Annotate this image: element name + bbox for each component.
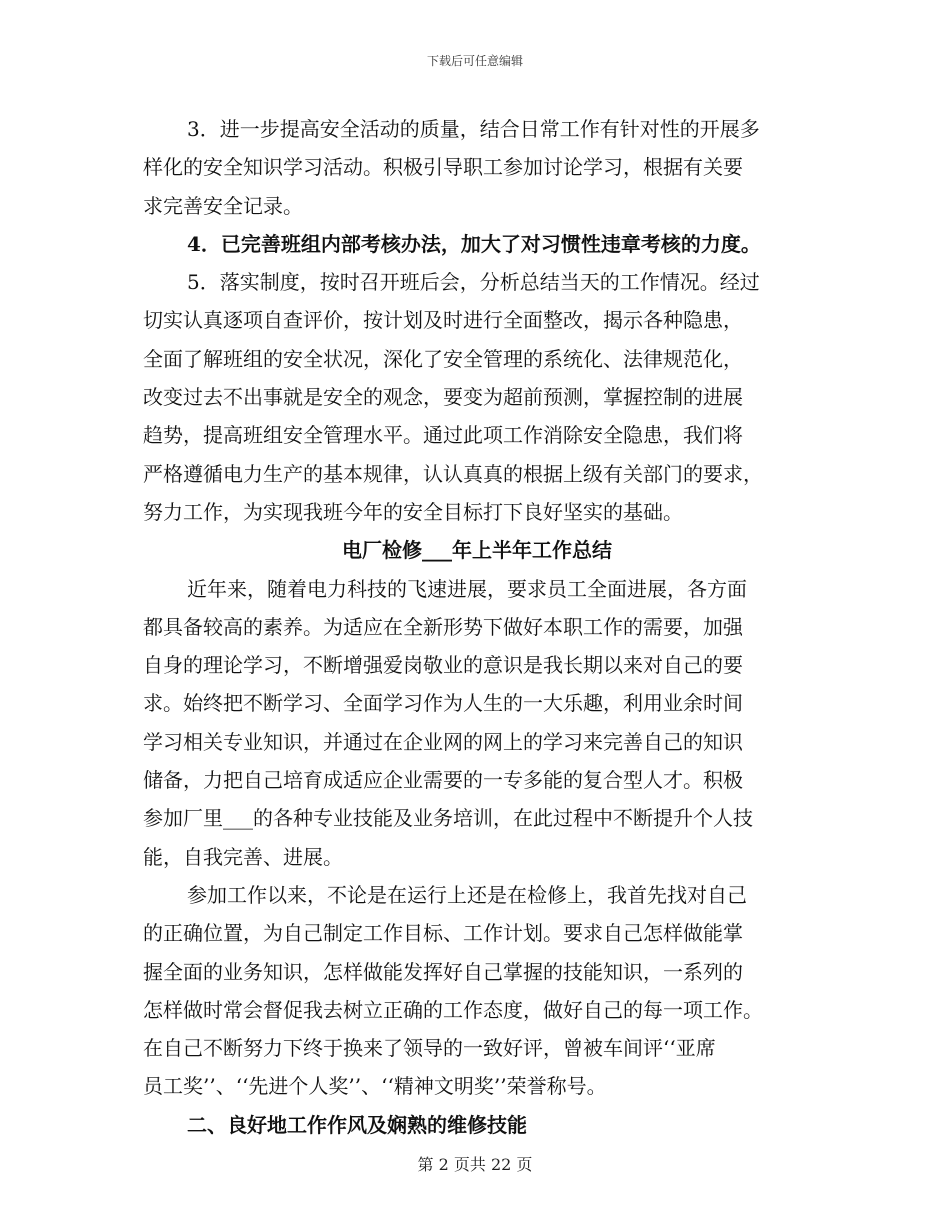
paragraph-line: 储备，力把自己培育成适应企业需要的一专多能的复合型人才。积极 — [143, 768, 743, 793]
paragraph-item-3-line: 样化的安全知识学习活动。积极引导职工参加讨论学习，根据有关要 — [143, 155, 743, 180]
paragraph-item-5-line: 切实认真逐项自查评价，按计划及时进行全面整改，揭示各种隐患， — [143, 308, 743, 333]
paragraph-item-5-line: 改变过去不出事就是安全的观念，要变为超前预测，掌握控制的进展 — [143, 385, 743, 410]
page-footer: 第 2 页共 22 页 — [417, 1155, 533, 1174]
paragraph-line: 近年来，随着电力科技的飞速进展，要求员工全面进展，各方面 — [187, 576, 747, 601]
paragraph-line: 怎样做时常会督促我去树立正确的工作态度，做好自己的每一项工作。 — [143, 997, 763, 1022]
paragraph-item-5-line: 严格遵循电力生产的基本规律，认认真真的根据上级有关部门的要求， — [143, 461, 763, 486]
paragraph-line: 在自己不断努力下终于换来了领导的一致好评，曾被车间评‘‘亚席 — [143, 1036, 716, 1061]
section-title: 电厂检修___年上半年工作总结 — [342, 538, 612, 563]
paragraph-item-3-line: 3．进一步提高安全活动的质量，结合日常工作有针对性的开展多 — [187, 117, 760, 141]
paragraph-line: 握全面的业务知识，怎样做能发挥好自己掌握的技能知识，一系列的 — [143, 959, 743, 984]
paragraph-line: 都具备较高的素养。为适应在全新形势下做好本职工作的需要，加强 — [143, 614, 743, 639]
paragraph-line: 求。始终把不断学习、全面学习作为人生的一大乐趣，利用业余时间 — [143, 691, 743, 716]
paragraph-line: 参加工作以来，不论是在运行上还是在检修上，我首先找对自己 — [187, 882, 747, 907]
document-body — [143, 110, 811, 1144]
paragraph-item-4-bold: 4．已完善班组内部考核办法，加大了对习惯性违章考核的力度。 — [187, 231, 761, 256]
paragraph-item-3-line: 求完善安全记录。 — [143, 193, 303, 218]
page-header: 下载后可任意编辑 — [426, 54, 523, 68]
paragraph-item-5-line: 全面了解班组的安全状况，深化了安全管理的系统化、法律规范化， — [143, 346, 743, 371]
paragraph-item-5-line: 5．落实制度，按时召开班后会，分析总结当天的工作情况。经过 — [187, 270, 760, 295]
paragraph-line: 员工奖’’、‘‘先进个人奖’’、‘‘精神文明奖’’荣誉称号。 — [143, 1074, 607, 1099]
paragraph-item-5-line: 趋势，提高班组安全管理水平。通过此项工作消除安全隐患，我们将 — [143, 423, 743, 448]
paragraph-line: 学习相关专业知识，并通过在企业网的网上的学习来完善自己的知识 — [143, 729, 743, 754]
paragraph-line: 自身的理论学习，不断增强爱岗敬业的意识是我长期以来对自己的要 — [143, 653, 743, 678]
section-heading: 二、良好地工作作风及娴熟的维修技能 — [187, 1112, 527, 1137]
paragraph-line: 能，自我完善、进展。 — [143, 844, 343, 869]
paragraph-item-5-line: 努力工作，为实现我班今年的安全目标打下良好坚实的基础。 — [143, 499, 683, 524]
paragraph-line: 的正确位置，为自己制定工作目标、工作计划。要求自己怎样做能掌 — [143, 921, 743, 946]
paragraph-line: 参加厂里___的各种专业技能及业务培训，在此过程中不断提升个人技 — [143, 806, 753, 831]
